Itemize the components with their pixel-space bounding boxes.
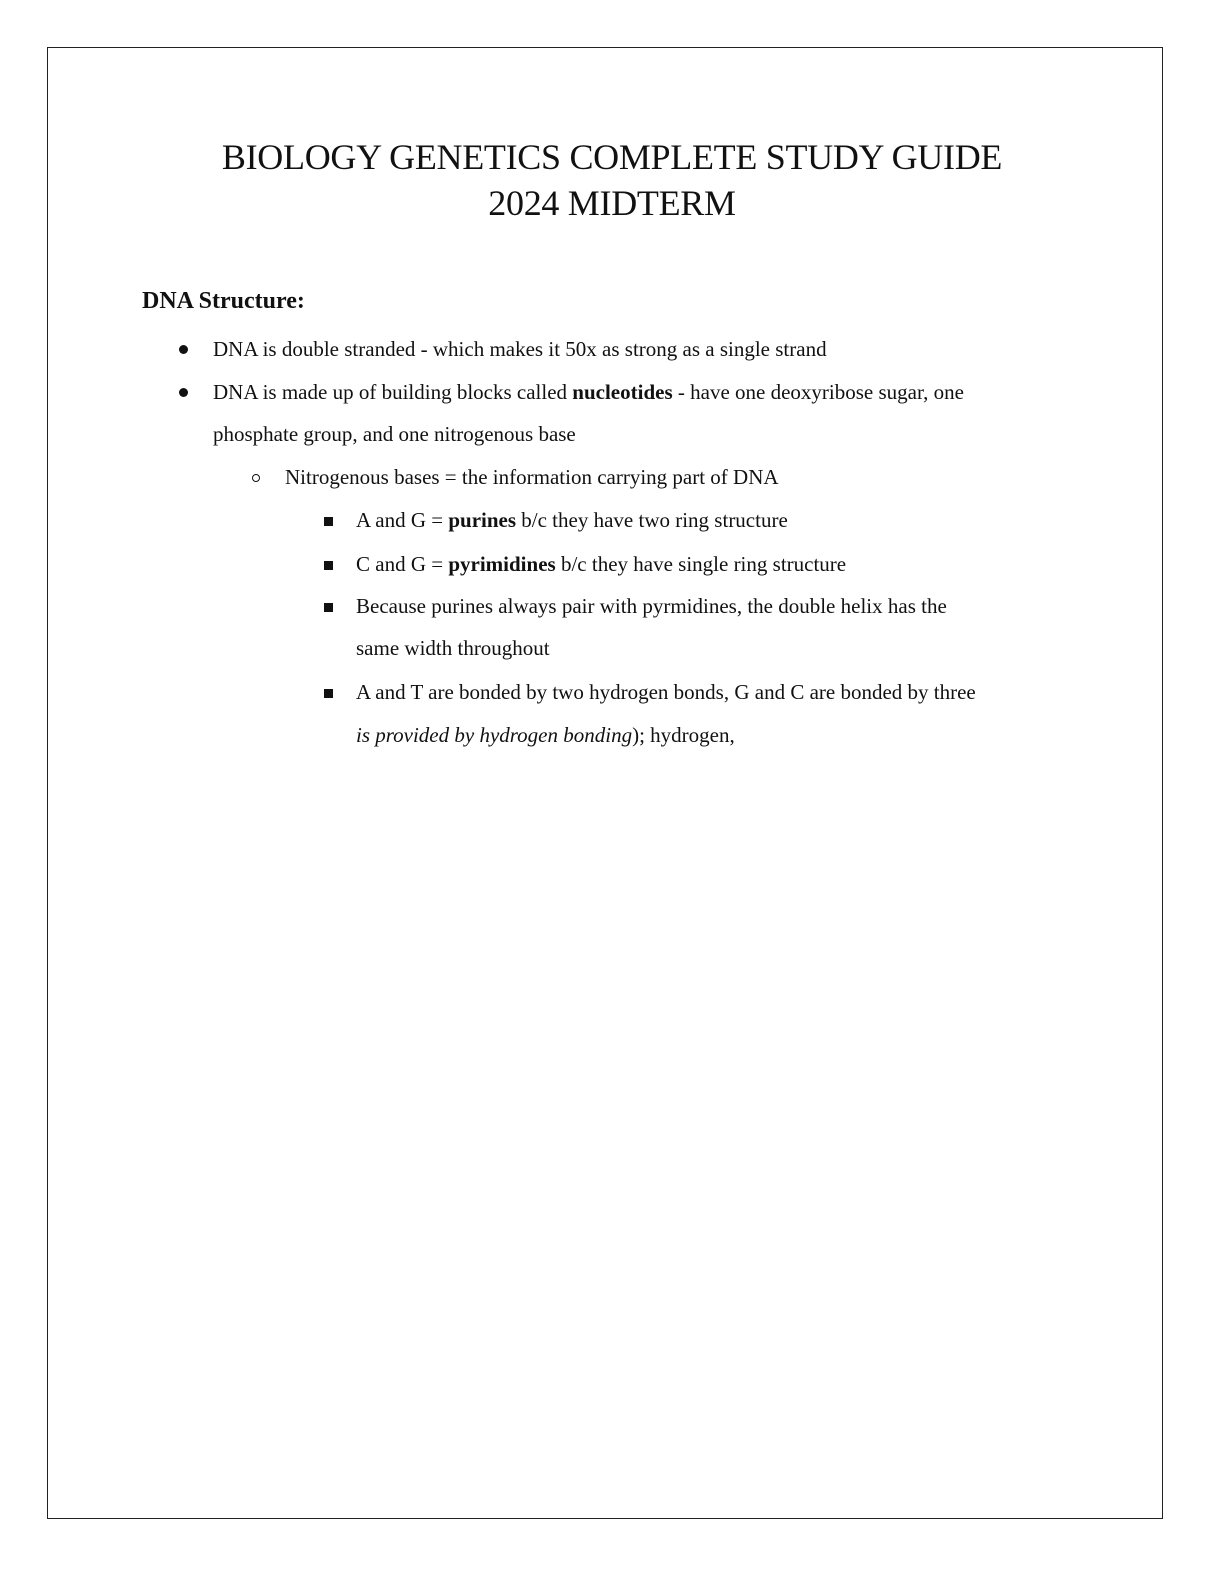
- bullet-2-continuation: phosphate group, and one nitrogenous base: [213, 422, 576, 446]
- bullet-2-text-before: DNA is made up of building blocks called: [213, 380, 573, 404]
- document-title-line-2: 2024 MIDTERM: [488, 183, 736, 223]
- page-border: [47, 47, 1163, 1519]
- sub-bullet-1-text: Nitrogenous bases = the information carrying part of DNA: [285, 465, 779, 489]
- sub-sub-bullet-4-line-2: [356, 721, 735, 749]
- bullet-dot-icon: [179, 388, 188, 397]
- sub-sub-bullet-1-after: b/c they have two ring structure: [516, 508, 788, 532]
- sub-sub-bullet-3-line-2: same width throughout: [356, 636, 550, 660]
- sub-sub-bullet-1-text: [356, 506, 788, 534]
- bullet-2-text-after: - have one deoxyribose sugar, one: [672, 380, 964, 404]
- sub-sub-bullet-1-bold: purines: [448, 508, 517, 532]
- document-title-line-1: BIOLOGY GENETICS COMPLETE STUDY GUIDE: [221, 137, 1003, 177]
- bullet-ring-icon: [252, 474, 260, 482]
- bullet-2-text: [213, 378, 964, 406]
- bullet-square-icon: [324, 517, 333, 526]
- sub-sub-bullet-4-after-italic: ); hydrogen,: [632, 723, 735, 747]
- bullet-square-icon: [324, 689, 333, 698]
- sub-sub-bullet-4-italic: is provided by hydrogen bonding: [356, 723, 633, 747]
- bullet-square-icon: [324, 603, 333, 612]
- bullet-dot-icon: [179, 345, 188, 354]
- sub-sub-bullet-4-line-1: A and T are bonded by two hydrogen bonds, G and C are bonded by three: [356, 680, 976, 704]
- bullet-2-bold-term: nucleotides: [572, 380, 673, 404]
- bullet-1-text: DNA is double stranded - which makes it 50x as strong as a single strand: [213, 337, 827, 361]
- sub-sub-bullet-2-text: [356, 550, 846, 578]
- sub-sub-bullet-2-after: b/c they have single ring structure: [555, 552, 847, 576]
- bullet-square-icon: [324, 561, 333, 570]
- sub-sub-bullet-3-line-1: Because purines always pair with pyrmidines, the double helix has the: [356, 594, 947, 618]
- sub-sub-bullet-2-bold: pyrimidines: [448, 552, 556, 576]
- sub-sub-bullet-2-before: C and G =: [356, 552, 449, 576]
- sub-sub-bullet-1-before: A and G =: [356, 508, 449, 532]
- section-heading: DNA Structure:: [142, 288, 305, 314]
